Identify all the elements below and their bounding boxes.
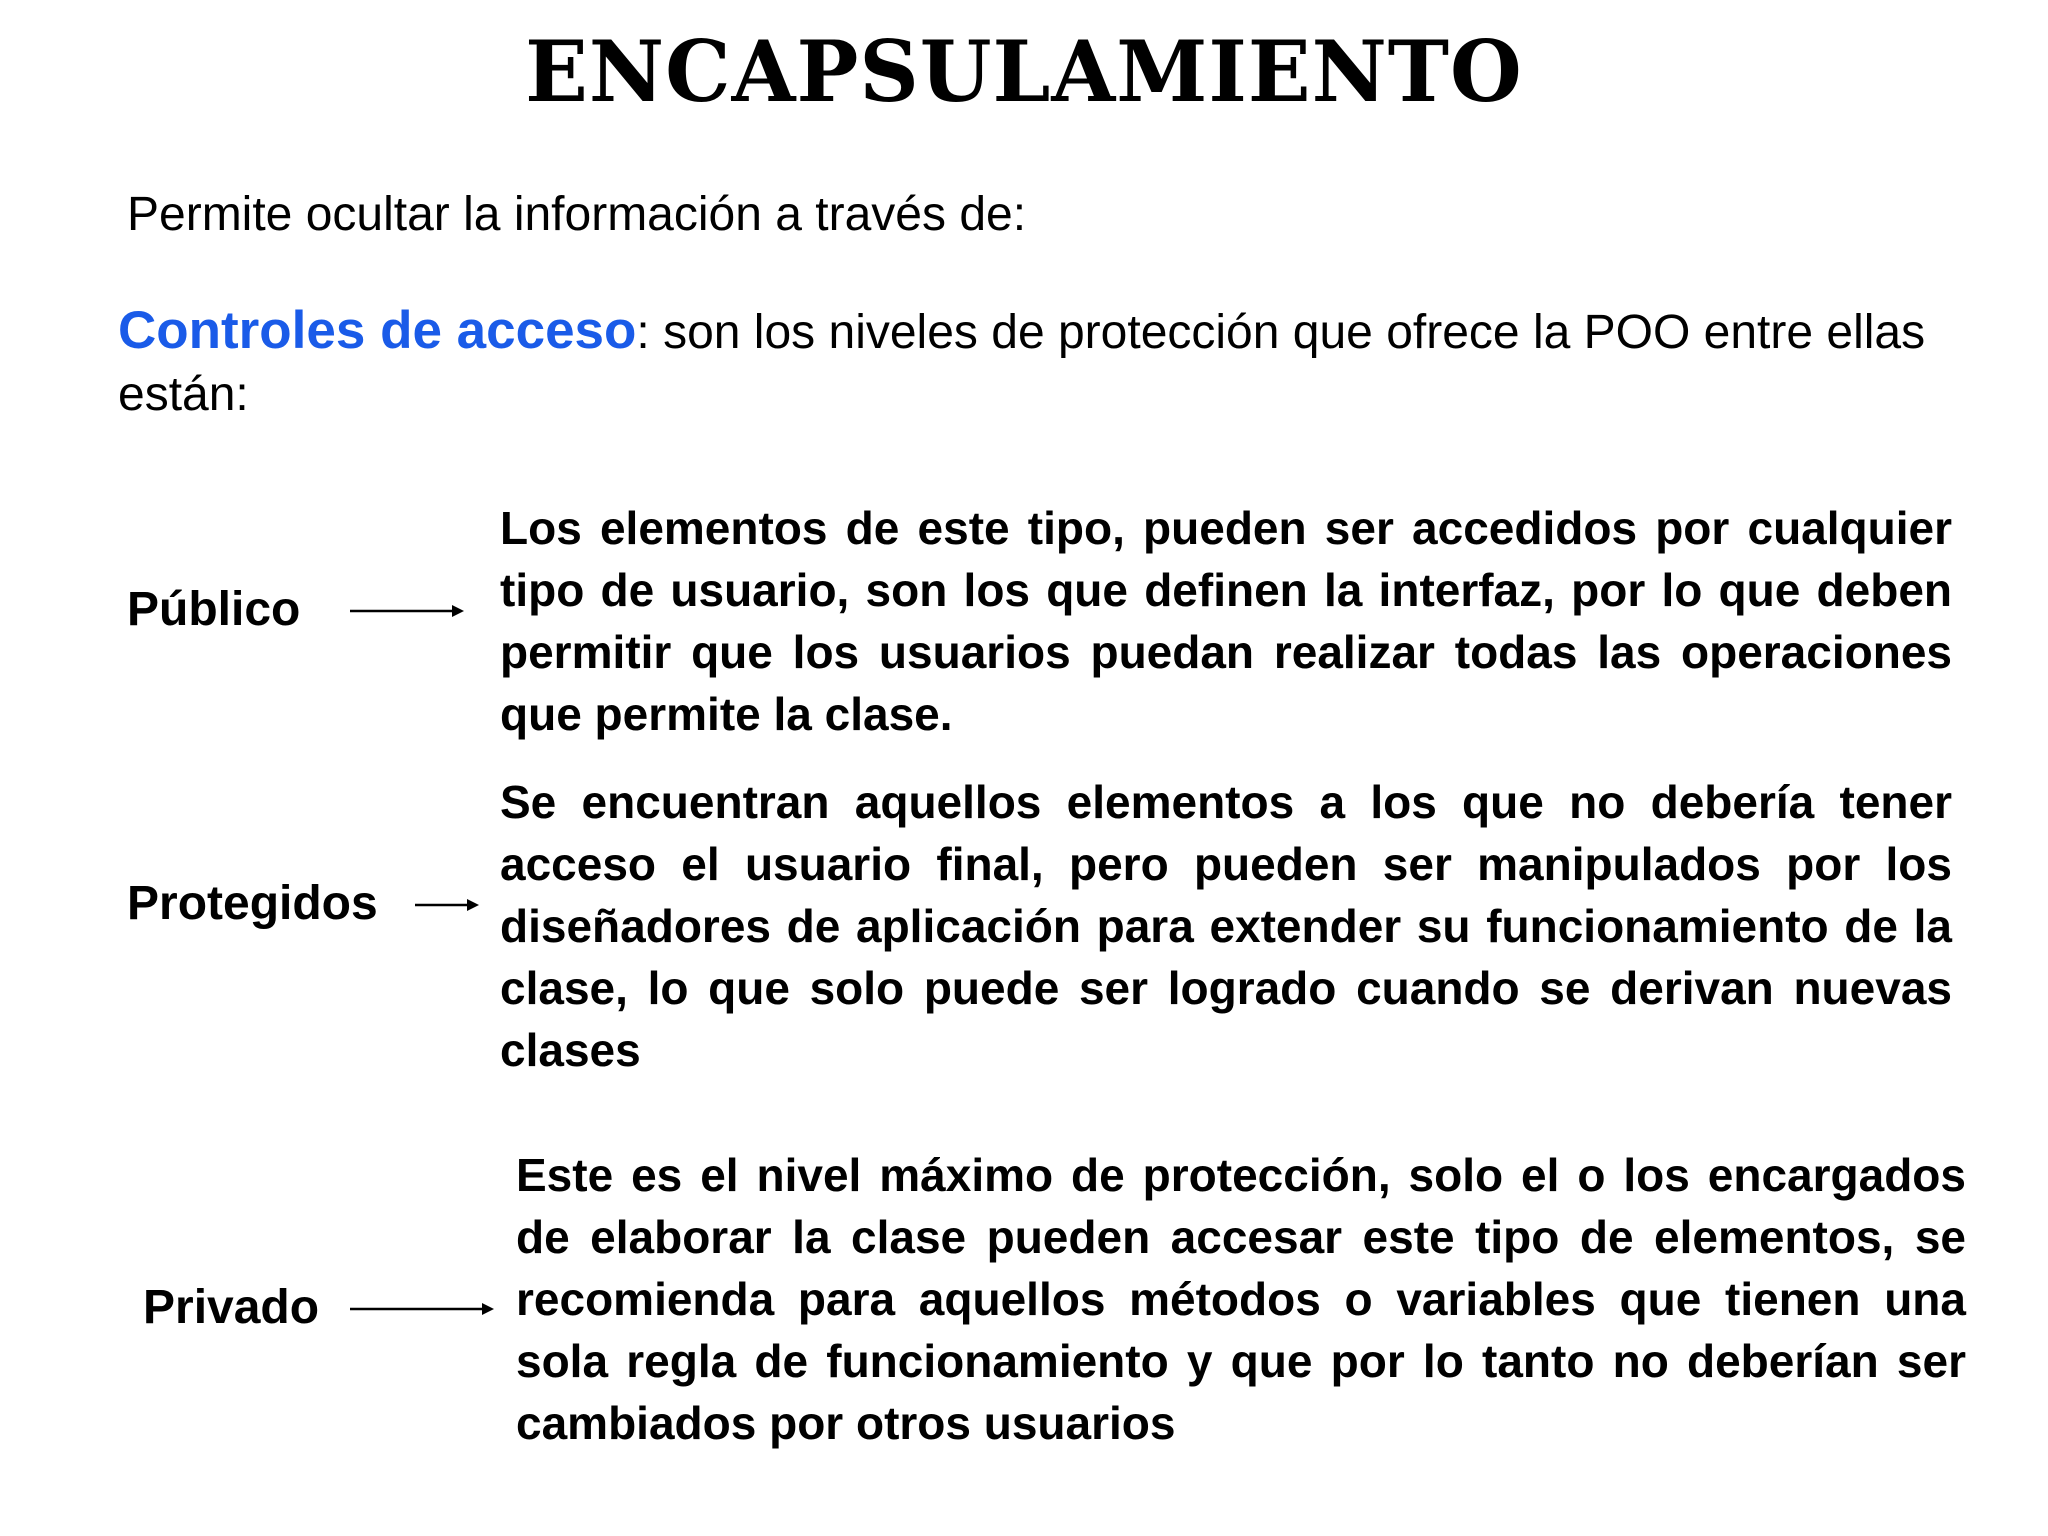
access-controls-keyword: Controles de acceso — [118, 301, 637, 360]
arrow-right-icon — [348, 601, 468, 621]
intro-text: Permite ocultar la información a través de: — [127, 188, 1027, 241]
level-description-protegidos: Se encuentran aquellos elementos a los que no debería tener acceso el usuario final, pero pueden ser manipulados por los diseñadores de aplicación para extender su funcionamiento de la clase, lo que solo puede ser logrado cuando se derivan nuevas clases — [500, 776, 1952, 1076]
level-description-privado: Este es el nivel máximo de protección, solo el o los encargados de elaborar la clase pueden accesar este tipo de elementos, se recomienda para aquellos métodos o variables que tienen una sola regla de funcionamiento y que por lo tanto no deberían ser cambiados por otros usuarios — [516, 1149, 1966, 1449]
page-title — [0, 22, 2048, 122]
access-controls-text: : son los niveles de protección que ofrece la POO entre ellas están: — [118, 306, 1926, 421]
level-description-publico: Los elementos de este tipo, pueden ser accedidos por cualquier tipo de usuario, son los que definen la interfaz, por lo que deben permitir que los usuarios puedan realizar todas las operaciones que permite la clase. — [500, 502, 1952, 740]
title-text: ENCAPSULAMIENTO — [525, 22, 1523, 121]
level-label-privado: Privado — [143, 1281, 320, 1334]
arrow-right-icon — [348, 1299, 498, 1319]
level-label-protegidos: Protegidos — [127, 877, 378, 930]
access-controls-paragraph — [118, 300, 1968, 426]
arrow-right-icon — [413, 895, 483, 915]
level-label-publico: Público — [127, 583, 301, 636]
